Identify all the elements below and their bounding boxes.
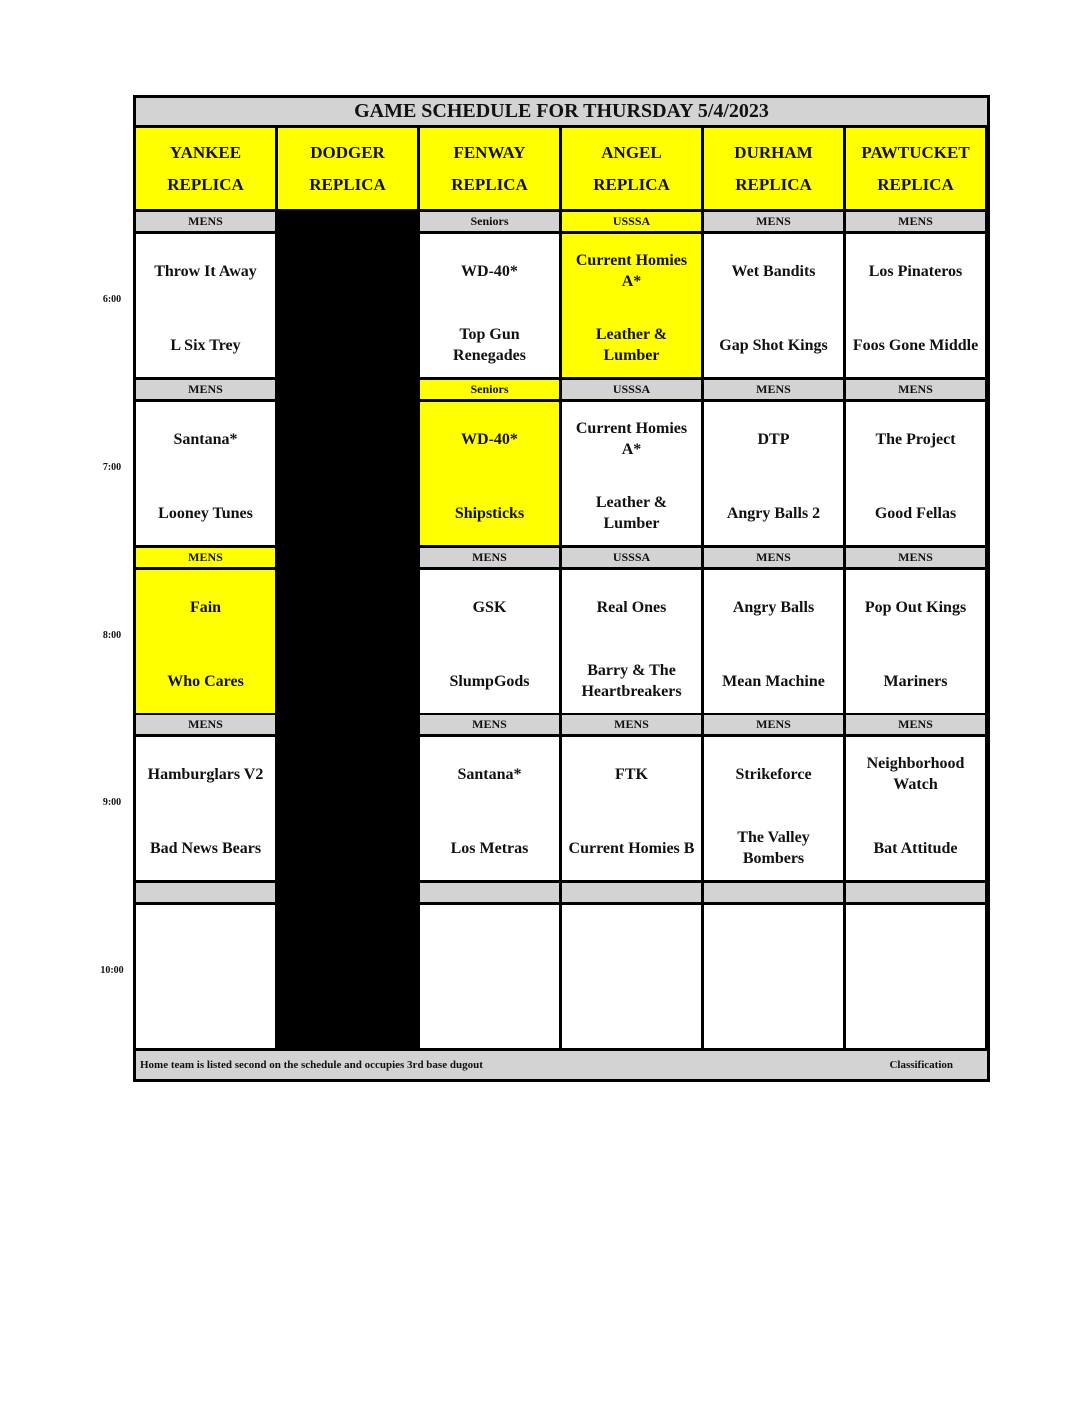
- classification-label: USSSA: [562, 380, 701, 399]
- home-team: Bat Attitude: [873, 839, 958, 857]
- home-team: [850, 985, 981, 1047]
- classification-label: MENS: [136, 548, 275, 567]
- field-header-yankee: [136, 128, 275, 209]
- home-team: Current Homies B: [568, 839, 695, 857]
- field-name: YANKEE: [169, 142, 242, 162]
- away-team: [140, 911, 271, 973]
- classification-label: Seniors: [420, 212, 559, 231]
- away-team: Fain: [189, 598, 222, 616]
- home-team: Bad News Bears: [149, 839, 262, 857]
- field-name: PAWTUCKET: [861, 142, 970, 162]
- field-type: REPLICA: [877, 174, 954, 194]
- game-cell: [846, 234, 985, 377]
- game-cell: [562, 402, 701, 545]
- home-team: Leather & Lumber: [595, 326, 668, 364]
- home-team: Good Fellas: [874, 504, 957, 522]
- time-label: 9:00: [102, 797, 122, 808]
- game-cell: [704, 402, 843, 545]
- game-cell: [562, 905, 701, 1048]
- away-team: FTK: [615, 765, 648, 783]
- classification-label: MENS: [846, 380, 985, 399]
- classification-label: MENS: [704, 380, 843, 399]
- home-team: Mariners: [883, 672, 948, 690]
- classification-label: MENS: [846, 212, 985, 231]
- classification-legend: Classification: [889, 1059, 953, 1071]
- away-team: Throw It Away: [154, 262, 257, 280]
- time-label: 6:00: [102, 294, 122, 305]
- classification-label: MENS: [846, 548, 985, 567]
- field-header-fenway: [420, 128, 559, 209]
- home-team: Looney Tunes: [158, 504, 253, 522]
- home-team: L Six Trey: [170, 336, 241, 354]
- away-team: Wet Bandits: [731, 262, 816, 280]
- game-cell: [846, 905, 985, 1048]
- classification-label: MENS: [136, 380, 275, 399]
- game-cell: [136, 905, 275, 1048]
- schedule-footer: [136, 1051, 987, 1079]
- away-team: [424, 911, 555, 973]
- home-team: Leather & Lumber: [595, 494, 668, 532]
- game-cell: [562, 234, 701, 377]
- game-cell: [704, 905, 843, 1048]
- field-header-angel: [562, 128, 701, 209]
- field-type: REPLICA: [167, 174, 244, 194]
- field-name: ANGEL: [601, 142, 662, 162]
- home-team: Mean Machine: [722, 672, 825, 690]
- home-team: [566, 985, 697, 1047]
- schedule-sheet: [133, 95, 990, 1082]
- classification-label: USSSA: [562, 548, 701, 567]
- away-team: The Project: [875, 430, 956, 448]
- classification-label: [136, 883, 275, 902]
- classification-label: MENS: [704, 212, 843, 231]
- classification-label: [562, 883, 701, 902]
- home-team: Top Gun Renegades: [453, 326, 526, 364]
- away-team: [708, 911, 839, 973]
- field-name: DURHAM: [734, 142, 813, 162]
- away-team: Real Ones: [596, 598, 667, 616]
- game-cell: [846, 737, 985, 880]
- away-team: Santana*: [457, 765, 522, 783]
- schedule-title: GAME SCHEDULE FOR THURSDAY 5/4/2023: [136, 98, 987, 125]
- classification-label: MENS: [704, 548, 843, 567]
- game-cell: [420, 905, 559, 1048]
- away-team: WD-40*: [461, 430, 518, 448]
- away-team: Strikeforce: [735, 765, 812, 783]
- classification-label: MENS: [420, 715, 559, 734]
- field-header-dodger: [278, 128, 417, 209]
- away-team: DTP: [757, 430, 790, 448]
- away-team: Los Pinateros: [868, 262, 963, 280]
- classification-label: MENS: [562, 715, 701, 734]
- game-cell: [136, 737, 275, 880]
- classification-label: [846, 883, 985, 902]
- home-team: Foos Gone Middle: [852, 336, 979, 354]
- home-team: Barry & The Heartbreakers: [581, 662, 682, 700]
- game-cell: [846, 402, 985, 545]
- away-team: Current Homies A*: [575, 252, 688, 290]
- field-type: REPLICA: [309, 174, 386, 194]
- home-team: Gap Shot Kings: [719, 336, 828, 354]
- away-team: [850, 911, 981, 973]
- field-name: FENWAY: [453, 142, 526, 162]
- home-team: [140, 985, 271, 1047]
- away-team: Hamburglars V2: [147, 765, 264, 783]
- field-type: REPLICA: [451, 174, 528, 194]
- home-team: SlumpGods: [449, 672, 530, 690]
- closed-field-block: [278, 212, 417, 1048]
- classification-label: [704, 883, 843, 902]
- field-name: DODGER: [310, 142, 385, 162]
- game-cell: [562, 570, 701, 713]
- game-cell: [704, 737, 843, 880]
- away-team: GSK: [472, 598, 507, 616]
- classification-label: [420, 883, 559, 902]
- game-cell: [420, 402, 559, 545]
- field-type: REPLICA: [735, 174, 812, 194]
- home-team: Shipsticks: [454, 504, 525, 522]
- game-cell: [420, 234, 559, 377]
- game-cell: [136, 234, 275, 377]
- away-team: Neighborhood Watch: [866, 755, 965, 793]
- game-cell: [136, 570, 275, 713]
- classification-label: MENS: [704, 715, 843, 734]
- field-type: REPLICA: [593, 174, 670, 194]
- time-label: 10:00: [100, 965, 124, 976]
- game-cell: [562, 737, 701, 880]
- field-header-durham: [704, 128, 843, 209]
- field-header-pawtucket: [846, 128, 985, 209]
- time-label: 8:00: [102, 630, 122, 641]
- classification-label: USSSA: [562, 212, 701, 231]
- away-team: Current Homies A*: [575, 420, 688, 458]
- home-team: The Valley Bombers: [737, 829, 810, 867]
- classification-label: MENS: [136, 715, 275, 734]
- home-team: Who Cares: [167, 672, 244, 690]
- home-team: Angry Balls 2: [726, 504, 821, 522]
- away-team: Angry Balls: [732, 598, 815, 616]
- game-cell: [136, 402, 275, 545]
- away-team: Santana*: [173, 430, 238, 448]
- away-team: WD-40*: [461, 262, 518, 280]
- classification-label: Seniors: [420, 380, 559, 399]
- away-team: Pop Out Kings: [864, 598, 967, 616]
- classification-label: MENS: [846, 715, 985, 734]
- classification-label: MENS: [136, 212, 275, 231]
- away-team: [566, 911, 697, 973]
- home-team: [708, 985, 839, 1047]
- game-cell: [846, 570, 985, 713]
- game-cell: [704, 234, 843, 377]
- classification-label: MENS: [420, 548, 559, 567]
- game-cell: [420, 570, 559, 713]
- time-label: 7:00: [102, 462, 122, 473]
- home-team-note: Home team is listed second on the schedule and occupies 3rd base dugout: [140, 1059, 483, 1071]
- game-cell: [420, 737, 559, 880]
- home-team: Los Metras: [450, 839, 529, 857]
- home-team: [424, 985, 555, 1047]
- game-cell: [704, 570, 843, 713]
